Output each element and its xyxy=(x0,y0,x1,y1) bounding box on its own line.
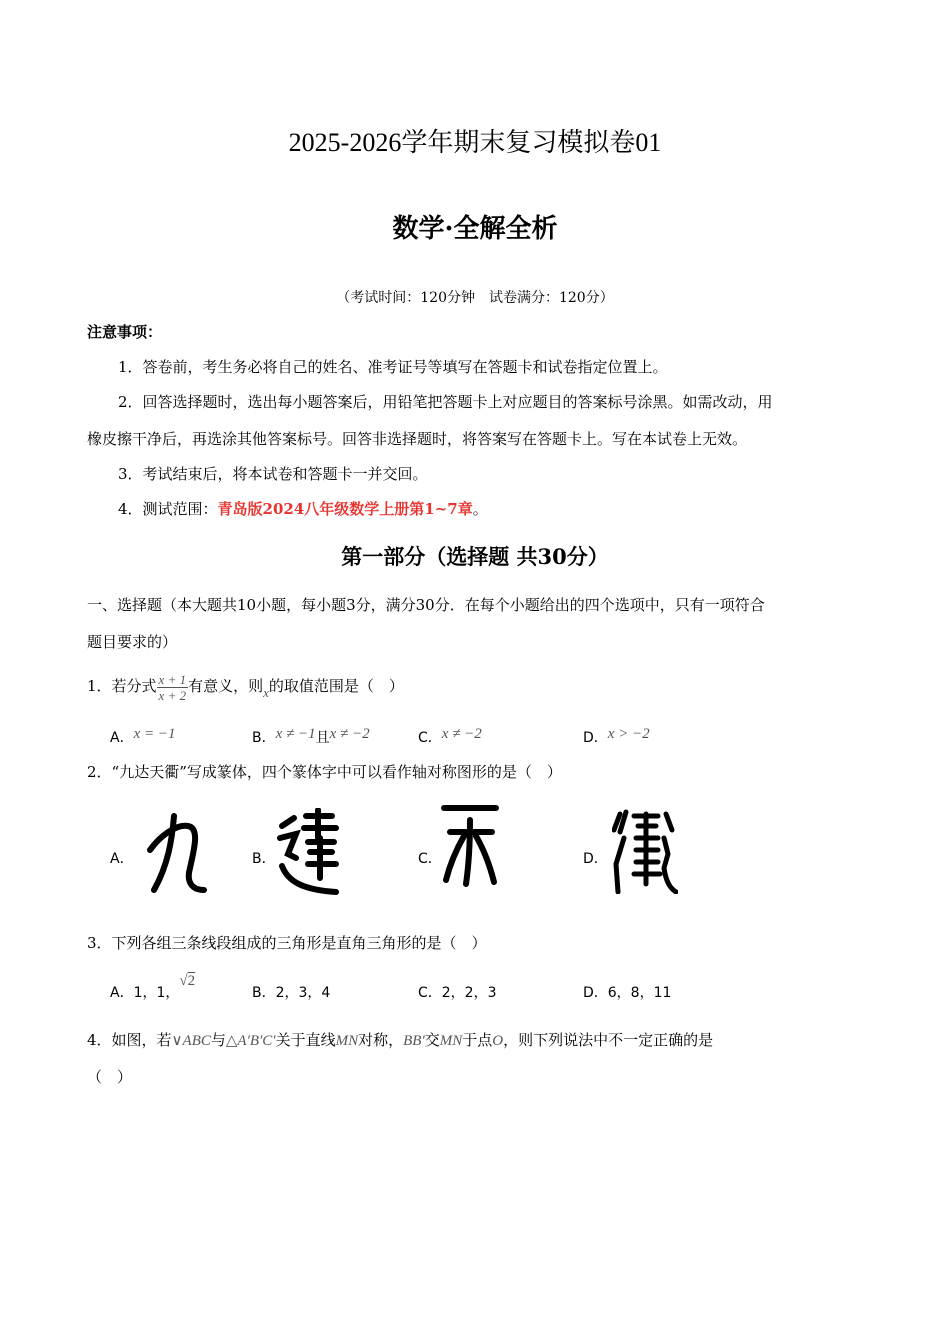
question-3-stem: 3．下列各组三条线段组成的三角形是直角三角形的是（ ） xyxy=(87,934,487,952)
q4-point: O xyxy=(492,1033,504,1049)
notice-item-4-suffix: 。 xyxy=(472,500,488,518)
notice-item-3: 3．考试结束后，将本试卷和答题卡一并交回。 xyxy=(118,465,428,483)
q1-option-c-math: x ≠ −2 xyxy=(441,726,482,742)
q4-with: 与 xyxy=(210,1031,226,1049)
q1-option-c[interactable] xyxy=(418,727,482,747)
q3-option-b[interactable]: B．2，3，4 xyxy=(252,985,331,1001)
q1-option-a-math: x = −1 xyxy=(133,726,176,742)
q1-option-b-math-1: x ≠ −1 xyxy=(275,726,316,742)
q4-sym2: 对称， xyxy=(358,1031,404,1049)
q1-option-d-math: x > −2 xyxy=(607,726,650,742)
notice-item-4 xyxy=(118,498,488,519)
part-1-heading: 第一部分（选择题 共30分） xyxy=(341,544,609,569)
q1-option-a-label: A． xyxy=(110,730,134,746)
q3-option-a[interactable] xyxy=(110,973,196,1002)
q1-fraction-denominator: x + 2 xyxy=(158,687,187,703)
seal-qu-stroke-2 xyxy=(634,814,660,884)
exam-subtitle: 数学·全解全析 xyxy=(392,214,558,244)
q3-option-a-text: A．1，1， xyxy=(110,985,180,1001)
q3-option-a-sqrt-value: 2 xyxy=(187,973,196,989)
q1-option-b-math-2: x ≠ −2 xyxy=(329,726,370,742)
q4-line: MN xyxy=(335,1033,359,1049)
q1-option-d[interactable] xyxy=(583,727,650,747)
q4-at: 于点 xyxy=(462,1031,493,1049)
seal-char-qu-image xyxy=(612,808,678,894)
q2-option-b-label[interactable]: B． xyxy=(252,851,276,867)
notice-item-1: 1．答卷前，考生务必将自己的姓名、准考证号等填写在答题卡和试卷指定位置上。 xyxy=(118,358,668,376)
q1-prefix: 1．若分式 xyxy=(87,677,157,695)
q2-option-d-label[interactable]: D． xyxy=(583,851,608,867)
q3-option-c[interactable]: C．2，2，3 xyxy=(418,985,497,1001)
q2-option-c-label[interactable]: C． xyxy=(418,851,442,867)
q1-option-b[interactable] xyxy=(252,727,370,747)
q1-fraction xyxy=(157,672,189,703)
seal-char-da-image xyxy=(274,808,342,898)
question-2-stem: 2．“九达天衢”写成篆体，四个篆体字中可以看作轴对称图形的是（ ） xyxy=(87,763,562,781)
seal-qu-stroke-3 xyxy=(664,814,676,892)
q4-prefix: 4．如图，若 xyxy=(87,1031,172,1049)
notice-item-2-line-1: 2．回答选择题时，选出每小题答案后，用铅笔把答题卡上对应题目的答案标号涂黑。如需改动，用 xyxy=(118,393,773,411)
seal-qu-stroke-1 xyxy=(614,812,626,892)
seal-char-jiu-image xyxy=(146,810,210,896)
q4-segment: BB′ xyxy=(403,1033,425,1049)
q3-option-d[interactable]: D．6，8，11 xyxy=(583,985,672,1001)
test-range: 青岛版2024八年级数学上册第1~7章 xyxy=(217,500,473,518)
q2-option-a-label[interactable]: A． xyxy=(110,851,134,867)
part-1-instructions-line-1: 一、选择题（本大题共10小题，每小题3分，满分30分．在每个小题给出的四个选项中，只有一项符合 xyxy=(87,596,765,614)
exam-title: 2025-2026学年期末复习模拟卷01 xyxy=(288,128,662,157)
notice-heading: 注意事项： xyxy=(87,323,163,341)
q1-fraction-numerator: x + 1 xyxy=(158,671,187,687)
q1-option-b-label: B． xyxy=(252,730,276,746)
exam-info: （考试时间：120分钟 试卷满分：120分） xyxy=(336,290,614,306)
q4-triangle-1: ∨ABC xyxy=(171,1033,211,1049)
seal-char-tian-image xyxy=(440,800,500,890)
q4-triangle-2: △A′B′C′ xyxy=(225,1033,276,1049)
q1-option-c-label: C． xyxy=(418,730,442,746)
q1-variable: x xyxy=(263,685,269,700)
q1-mid: 有意义，则 xyxy=(188,677,264,695)
q4-cross: 交 xyxy=(424,1031,440,1049)
q4-sym: 关于直线 xyxy=(275,1031,336,1049)
notice-item-4-prefix: 4．测试范围： xyxy=(118,500,218,518)
seal-da-stroke-2 xyxy=(304,810,336,878)
q1-option-b-and: 且 xyxy=(315,730,330,746)
part-1-instructions-line-2: 题目要求的） xyxy=(87,633,178,651)
q4-suffix: ，则下列说法中不一定正确的是 xyxy=(503,1031,714,1049)
q3-option-a-sqrt: √2 xyxy=(179,973,196,989)
q1-option-d-label: D． xyxy=(583,730,608,746)
question-4-stem xyxy=(87,1029,713,1050)
q1-suffix: 的取值范围是（ ） xyxy=(268,677,404,695)
q4-answer-paren: （ ） xyxy=(87,1068,133,1086)
notice-item-2-line-2: 橡皮擦干净后，再选涂其他答案标号。回答非选择题时，将答案写在答题卡上。写在本试卷上无效。 xyxy=(87,430,748,448)
q1-option-a[interactable] xyxy=(110,727,175,747)
question-1-stem xyxy=(87,670,404,703)
q4-line-2: MN xyxy=(439,1033,463,1049)
